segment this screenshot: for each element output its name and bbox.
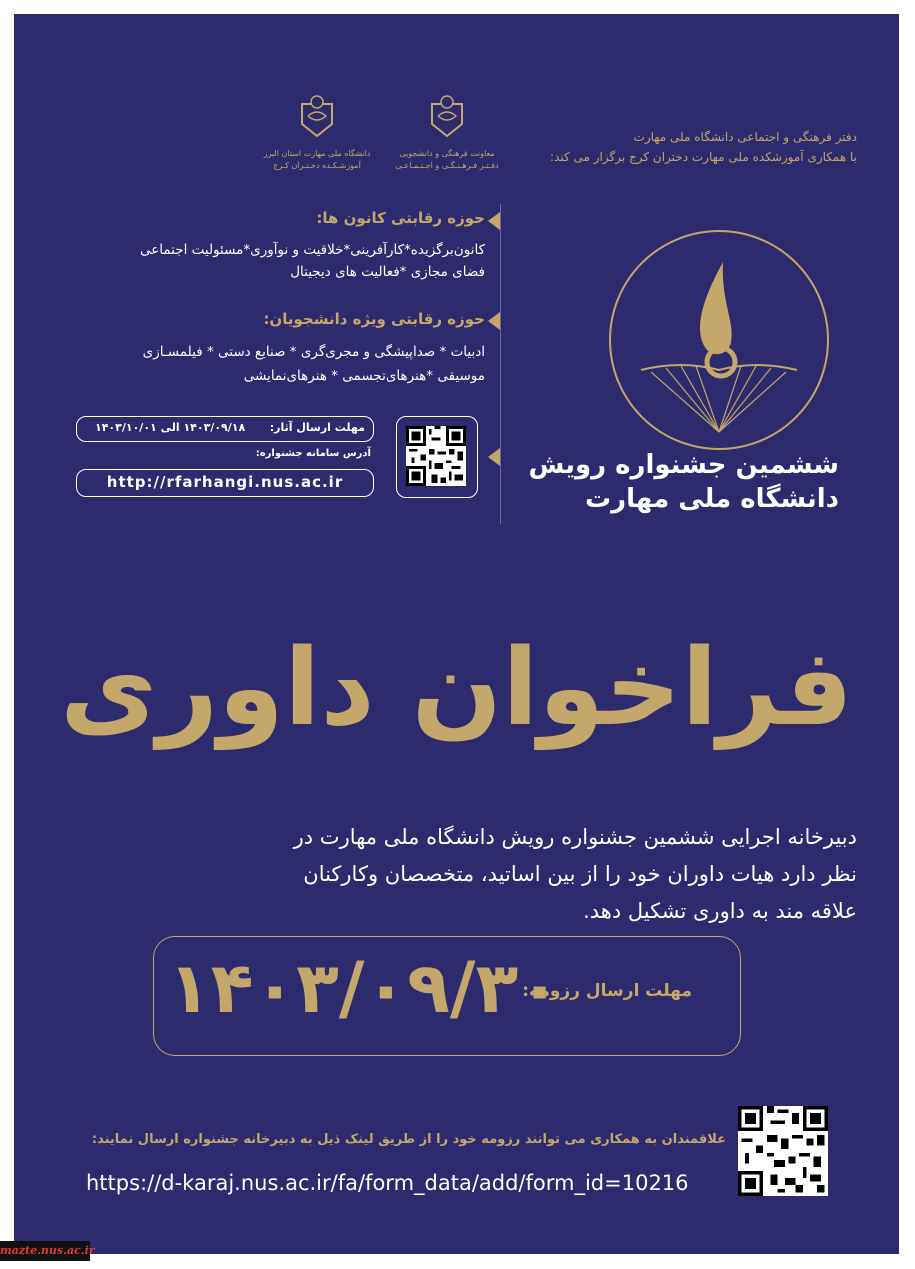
festival-name-line2: دانشگاه ملی مهارت <box>585 484 839 514</box>
logo-caption-alborz: دانشگاه ملی مهارت استان البرز آموزشـکـده دخـتـران کـرج <box>263 149 371 170</box>
section-line: فضای مجازی *فعالیت های دیجیتال <box>290 264 485 280</box>
qr-code-icon[interactable] <box>406 426 466 486</box>
university-logo-cultural-office <box>424 94 470 140</box>
section-line: کانون‌برگزیده*کارآفرینی*خلاقیت و نوآوری*مسئولیت اجتماعی <box>139 242 485 258</box>
festival-emblem <box>609 230 829 450</box>
section-marker-icon <box>488 312 500 330</box>
watermark-badge: mazte.nus.ac.ir <box>0 1241 90 1261</box>
section-marker-icon <box>488 448 500 466</box>
invite-text: علاقمندان به همکاری می توانند رزومه خود را از طریق لینک ذیل به دبیرخانه جشنواره ارسال نمایند: <box>91 1132 726 1147</box>
form-url-link[interactable]: https://d-karaj.nus.ac.ir/fa/form_data/add/form_id=10216 <box>86 1171 689 1195</box>
section-line: ادبیات * صداپیشگی و مجری‌گری * صنایع دستی * فیلمسـازی <box>142 344 485 360</box>
logo-caption-cultural: معاونت فرهنگی و دانشجویی دفـتـر فـرهـنـگـی و اجـتـمـاعـی <box>395 149 499 170</box>
festival-name-line1: ششمین جشنواره رویش <box>528 450 839 480</box>
section-line: موسیقی *هنرهای‌تجسمی * هنرهای‌نمایشی <box>243 368 485 384</box>
system-address-label: آدرس سامانه جشنواره: <box>255 448 371 459</box>
system-url-pill[interactable] <box>76 469 374 497</box>
resume-deadline-label: مهلت ارسال رزومه: <box>522 981 692 1001</box>
submission-deadline-label: مهلت ارسال آثار: <box>269 421 365 434</box>
resume-deadline-box <box>153 936 741 1056</box>
section-title-students: حوزه رقابتی ویژه دانشجویان: <box>263 310 485 328</box>
page-title: فراخوان داوری <box>59 626 854 749</box>
form-qr-code-icon[interactable] <box>738 1106 828 1196</box>
poster <box>14 14 899 1254</box>
submission-deadline-value: ۱۴۰۳/۰۹/۱۸ الی ۱۴۰۳/۱۰/۰۱ <box>95 421 246 434</box>
description-paragraph: دبیرخانه اجرایی ششمین جشنواره رویش دانشگاه ملی مهارت در نظر دارد هیات داوران خود را از بین اساتید، متخصصان وکارکنان علاقه مند به داوری تشکیل دهد. <box>293 825 857 923</box>
system-url-link[interactable]: http://rfarhangi.nus.ac.ir <box>106 473 344 491</box>
section-title-clubs: حوزه رقابتی کانون ها: <box>316 209 485 227</box>
section-marker-icon <box>488 212 500 230</box>
divider-line <box>500 204 501 524</box>
submission-deadline-pill <box>76 416 374 442</box>
resume-deadline-value: ۱۴۰۳/۰۹/۳۰ <box>168 947 561 1029</box>
university-logo-alborz <box>294 94 340 140</box>
organizer-text: دفتر فرهنگی و اجتماعی دانشگاه ملی مهارت با همکاری آموزشکده ملی مهارت دختران کرج برگزار می کند: <box>550 130 857 164</box>
